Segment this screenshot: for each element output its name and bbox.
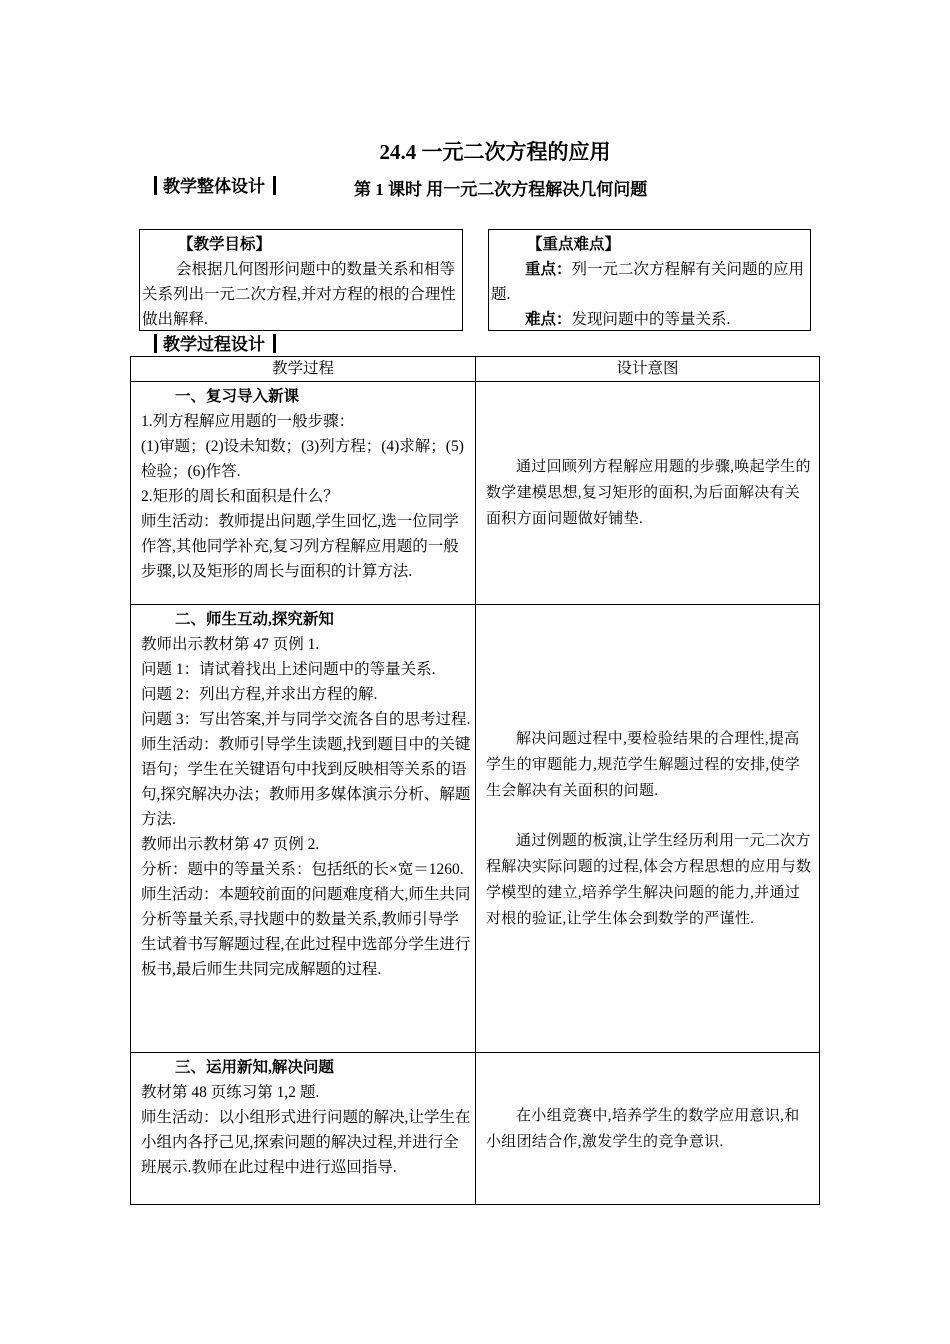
process-line: 教师出示教材第 47 页例 2. (141, 836, 320, 853)
process-line: 分析：题中的等量关系：包括纸的长×宽＝1260. (141, 861, 464, 878)
difficulty-point (491, 307, 808, 332)
header-process: 教学过程 (131, 357, 476, 382)
process-line: 1.列方程解应用题的一般步骤： (141, 413, 355, 430)
process-line: 师生活动：本题较前面的问题难度稍大,师生共同分析等量关系,寻找题中的数量关系,教师引导学生试着书写解题过程,在此过程中选部分学生进行板书,最后师生共同完成解题的过程. (141, 886, 471, 978)
intent-text: 解决问题过程中,要检验结果的合理性,提高学生的审题能力,规范学生解题过程的安排,使学生会解决有关面积的问题. (486, 730, 801, 799)
key-point (491, 257, 808, 307)
objectives-box (139, 229, 463, 331)
bar-right (273, 176, 276, 195)
overall-design-heading (154, 175, 276, 199)
process-design-label: 教学过程设计 (163, 335, 265, 354)
process-line: 问题 2：列出方程,并求出方程的解. (141, 686, 378, 703)
header-intent: 设计意图 (476, 357, 820, 382)
process-design-heading (154, 333, 276, 357)
lesson-title: 第 1 课时 用一元二次方程解决几何问题 (354, 180, 648, 199)
process-line: 问题 1：请试着找出上述问题中的等量关系. (141, 661, 436, 678)
page-title: 24.4 一元二次方程的应用 (379, 140, 611, 164)
process-line: 师生活动：教师引导学生读题,找到题目中的关键语句；学生在关键语句中找到反映相等关系的语句,探究解决办法；教师用多媒体演示分析、解题方法. (141, 736, 471, 828)
table-row (131, 605, 820, 1053)
table-header-row (131, 357, 820, 382)
intent-text: 通过例题的板演,让学生经历利用一元二次方程解决实际问题的过程,体会方程思想的应用与数学模型的建立,培养学生解决问题的能力,并通过对根的验证,让学生体会到数学的严谨性. (486, 832, 812, 927)
section-title: 三、运用新知,解决问题 (175, 1059, 334, 1076)
difficulty-label: 难点： (525, 311, 572, 328)
difficulty-text: 发现问题中的等量关系. (571, 311, 731, 328)
bar-right (273, 334, 276, 353)
process-line: 教材第 48 页练习第 1,2 题. (141, 1084, 320, 1101)
intent-text: 在小组竞赛中,培养学生的数学应用意识,和小组团结合作,激发学生的竞争意识. (486, 1107, 800, 1150)
table-row (131, 1053, 820, 1205)
intent-text: 通过回顾列方程解应用题的步骤,唤起学生的数学建模思想,复习矩形的面积,为后面解决有关面积方面问题做好铺垫. (486, 459, 811, 527)
key-points-box (488, 229, 811, 331)
key-points-heading: 【重点难点】 (527, 236, 621, 253)
process-table (130, 356, 820, 1205)
section-title: 一、复习导入新课 (175, 388, 300, 405)
overall-design-label: 教学整体设计 (163, 177, 265, 196)
process-line: 2.矩形的周长和面积是什么？ (141, 488, 339, 505)
intent-cell (476, 605, 820, 1053)
intent-cell (476, 382, 820, 605)
process-cell (131, 1053, 476, 1205)
process-line: 师生活动：教师提出问题,学生回忆,选一位同学作答,其他同学补充,复习列方程解应用题的一般步骤,以及矩形的周长与面积的计算方法. (141, 513, 459, 580)
spacer (486, 804, 813, 828)
section-title: 二、师生互动,探究新知 (175, 611, 334, 628)
process-cell (131, 605, 476, 1053)
objectives-heading: 【教学目标】 (178, 236, 272, 253)
objectives-text: 会根据几何图形问题中的数量关系和相等关系列出一元二次方程,并对方程的根的合理性做出解释. (142, 261, 456, 328)
key-label: 重点： (525, 261, 572, 278)
intent-cell (476, 1053, 820, 1205)
process-line: 问题 3：写出答案,并与同学交流各自的思考过程. (141, 711, 471, 728)
process-cell (131, 382, 476, 605)
key-text: 列一元二次方程解有关问题的应用题. (491, 261, 805, 303)
process-line: 师生活动：以小组形式进行问题的解决,让学生在小组内各抒己见,探索问题的解决过程,并进行全班展示.教师在此过程中进行巡回指导. (141, 1109, 471, 1176)
process-line: 教师出示教材第 47 页例 1. (141, 636, 320, 653)
table-row (131, 382, 820, 605)
process-line: (1)审题；(2)设未知数；(3)列方程；(4)求解；(5)检验；(6)作答. (141, 438, 464, 480)
